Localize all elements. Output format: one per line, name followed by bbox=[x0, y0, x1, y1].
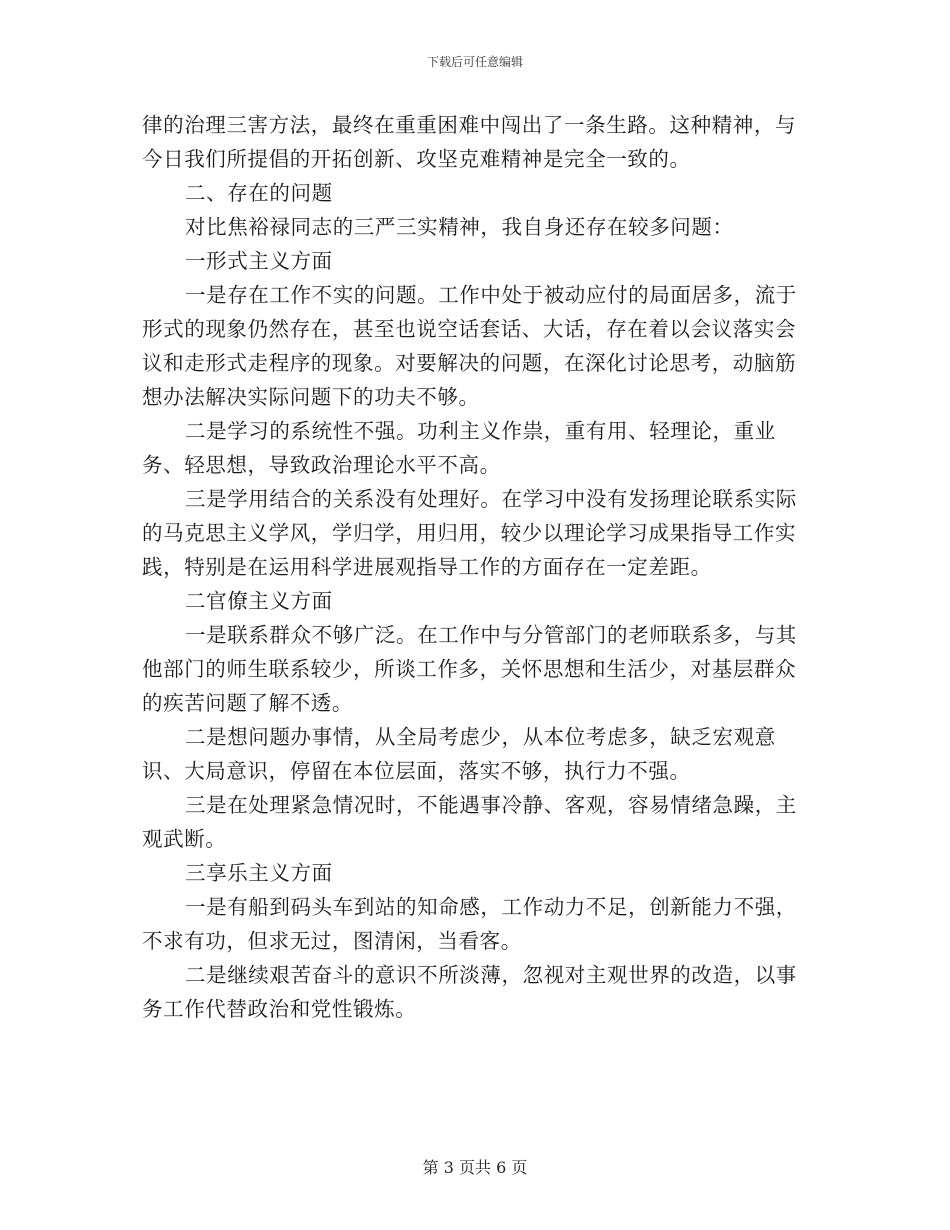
subsection-heading: 二官僚主义方面 bbox=[185, 589, 333, 613]
section-heading: 二、存在的问题 bbox=[185, 181, 333, 205]
paragraph: 对比焦裕禄同志的三严三实精神，我自身还存在较多问题： bbox=[185, 215, 734, 239]
paragraph: 二是继续艰苦奋斗的意识不所淡薄，忽视对主观世界的改造，以事务工作代替政治和党性锻炼。 bbox=[142, 963, 797, 1021]
subsection-heading: 一形式主义方面 bbox=[185, 249, 333, 273]
paragraph: 一是存在工作不实的问题。工作中处于被动应付的局面居多，流于形式的现象仍然存在，甚至也说空话套话、大话，存在着以会议落实会议和走形式走程序的现象。对要解决的问题，在深化讨论思考，动脑筋想办法解决实际问题下的功夫不够。 bbox=[142, 283, 797, 409]
paragraph: 律的治理三害方法，最终在重重困难中闯出了一条生路。这种精神，与今日我们所提倡的开拓创新、攻坚克难精神是完全一致的。 bbox=[142, 113, 797, 171]
paragraph: 二是想问题办事情，从全局考虑少，从本位考虑多，缺乏宏观意识、大局意识，停留在本位层面，落实不够，执行力不强。 bbox=[142, 725, 776, 783]
paragraph: 二是学习的系统性不强。功利主义作祟，重有用、轻理论，重业务、轻思想，导致政治理论水平不高。 bbox=[142, 419, 776, 477]
paragraph: 一是联系群众不够广泛。在工作中与分管部门的老师联系多，与其他部门的师生联系较少，所谈工作多，关怀思想和生活少，对基层群众的疾苦问题了解不透。 bbox=[142, 623, 797, 715]
document-body bbox=[142, 108, 812, 1026]
page-number-footer: 第 3 页共 6 页 bbox=[422, 1158, 528, 1177]
subsection-heading: 三享乐主义方面 bbox=[185, 861, 333, 885]
paragraph: 三是学用结合的关系没有处理好。在学习中没有发扬理论联系实际的马克思主义学风，学归学，用归用，较少以理论学习成果指导工作实践，特别是在运用科学进展观指导工作的方面存在一定差距。 bbox=[142, 487, 797, 579]
page-header-note: 下载后可任意编辑 bbox=[426, 55, 523, 69]
paragraph: 三是在处理紧急情况时，不能遇事冷静、客观，容易情绪急躁，主观武断。 bbox=[142, 793, 797, 851]
paragraph: 一是有船到码头车到站的知命感，工作动力不足，创新能力不强，不求有功，但求无过，图清闲，当看客。 bbox=[142, 895, 797, 953]
